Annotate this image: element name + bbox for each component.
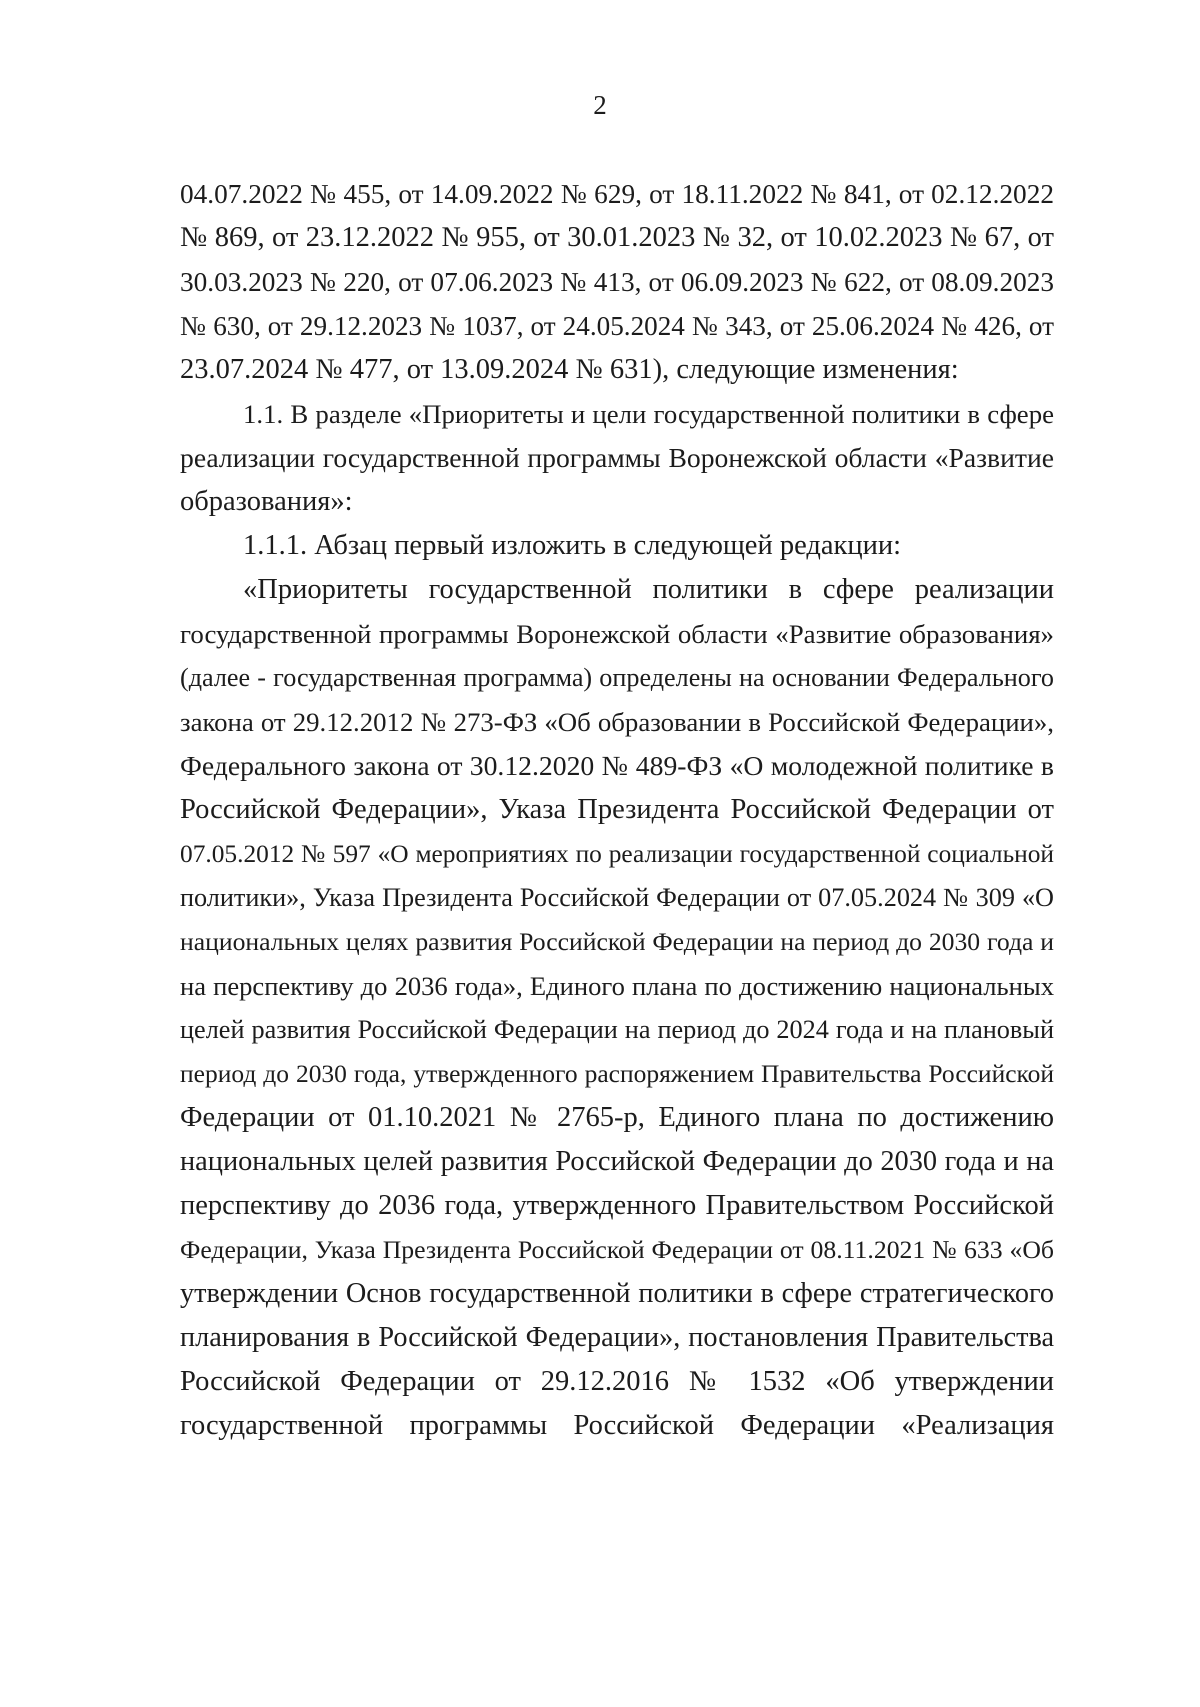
page-number: 2 xyxy=(593,90,607,120)
text-line: период до 2030 года, утвержденного распоряжением Правительства Российской xyxy=(180,1059,1054,1088)
text-line: Российской Федерации», Указа Президента Российской Федерации от xyxy=(180,794,1054,825)
text-line: 30.03.2023 № 220, от 07.06.2023 № 413, от 06.09.2023 № 622, от 08.09.2023 xyxy=(180,267,1054,297)
text-line: Федерации от 01.10.2021 № 2765-р, Единого плана по достижению xyxy=(180,1102,1054,1133)
text-line: закона от 29.12.2012 № 273-ФЗ «Об образовании в Российской Федерации», xyxy=(180,707,1054,737)
text-line: государственной программы Воронежской области «Развитие образования» xyxy=(180,619,1054,649)
text-line: 04.07.2022 № 455, от 14.09.2022 № 629, от 18.11.2022 № 841, от 02.12.2022 xyxy=(180,179,1054,209)
text-line: национальных целей развития Российской Федерации до 2030 года и на xyxy=(180,1146,1054,1177)
text-line: № 869, от 23.12.2022 № 955, от 30.01.2023 № 32, от 10.02.2023 № 67, от xyxy=(180,222,1054,253)
text-line: Федерации, Указа Президента Российской Федерации от 08.11.2021 № 633 «Об xyxy=(180,1235,1054,1264)
text-line: Российской Федерации от 29.12.2016 № 1532 «Об утверждении xyxy=(180,1366,1054,1397)
text-line: государственной программы Российской Федерации «Реализация xyxy=(180,1410,1054,1441)
text-line: утверждении Основ государственной политики в сфере стратегического xyxy=(180,1278,1054,1309)
text-line: политики», Указа Президента Российской Федерации от 07.05.2024 № 309 «О xyxy=(180,883,1054,912)
text-line: целей развития Российской Федерации на период до 2024 года и на плановый xyxy=(180,1015,1054,1044)
text-line: Федерального закона от 30.12.2020 № 489-ФЗ «О молодежной политике в xyxy=(180,750,1054,781)
text-line: 07.05.2012 № 597 «О мероприятиях по реализации государственной социальной xyxy=(180,840,1054,868)
text-line: 1.1.1. Абзац первый изложить в следующей редакции: xyxy=(243,530,902,561)
text-line: перспективу до 2036 года, утвержденного Правительством Российской xyxy=(180,1190,1054,1221)
text-line: «Приоритеты государственной политики в сфере реализации xyxy=(243,574,1054,605)
text-line: на перспективу до 2036 года», Единого плана по достижению национальных xyxy=(180,971,1054,1001)
text-line: № 630, от 29.12.2023 № 1037, от 24.05.2024 № 343, от 25.06.2024 № 426, от xyxy=(180,311,1054,341)
text-line: образования»: xyxy=(180,486,353,517)
text-line: 1.1. В разделе «Приоритеты и цели государственной политики в сфере xyxy=(243,399,1054,429)
text-line: реализации государственной программы Воронежской области «Развитие xyxy=(180,442,1054,473)
text-line: планирования в Российской Федерации», постановления Правительства xyxy=(180,1322,1054,1353)
text-line: национальных целях развития Российской Федерации на период до 2030 года и xyxy=(180,927,1054,956)
text-line: 23.07.2024 № 477, от 13.09.2024 № 631), следующие изменения: xyxy=(180,354,959,385)
text-line: (далее - государственная программа) определены на основании Федерального xyxy=(180,663,1054,692)
